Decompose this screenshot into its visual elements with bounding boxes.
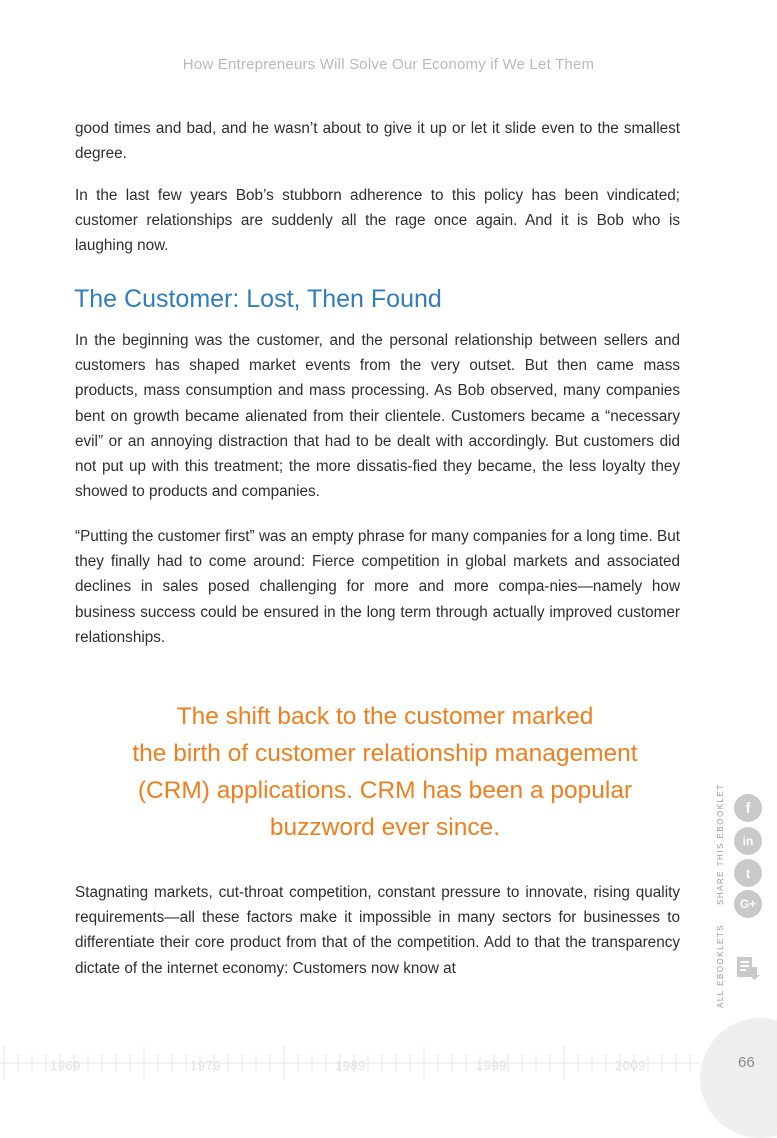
body-paragraph: good times and bad, and he wasn’t about to give it up or let it slide even to the smallest degree. xyxy=(75,120,680,163)
body-paragraph: “Putting the customer first” was an empty phrase for many companies for a long time. But they finally had to come around: Fierce competition in global markets and associated declines in sales posed challenging for more and more compa-nies—namely how business success could be ensured in the long term through actually improved customer relationships. xyxy=(75,528,680,646)
section-heading: The Customer: Lost, Then Found xyxy=(74,285,442,313)
pull-quote-line: the birth of customer relationship management xyxy=(132,740,638,767)
timeline-year: 1969 xyxy=(50,1058,81,1073)
page-number: 66 xyxy=(738,1054,755,1071)
pull-quote-line: buzzword ever since. xyxy=(269,814,501,841)
ebooklet-download-icon[interactable] xyxy=(736,955,760,981)
timeline-year: 1999 xyxy=(476,1058,507,1073)
googleplus-icon[interactable]: G+ xyxy=(734,890,762,918)
timeline-decoration xyxy=(0,1042,700,1082)
running-header: How Entrepreneurs Will Solve Our Economy if We Let Them xyxy=(182,56,595,73)
pull-quote-line: (CRM) applications. CRM has been a popular xyxy=(137,777,633,804)
timeline-year: 2009 xyxy=(615,1058,646,1073)
timeline-year: 1989 xyxy=(335,1058,366,1073)
linkedin-icon[interactable]: in xyxy=(734,827,762,855)
pull-quote xyxy=(60,698,710,846)
body-paragraph: In the beginning was the customer, and the personal relationship between sellers and customers has shaped market events from the very outset. But then came mass products, mass consumption and mass processing. As Bob observed, many companies bent on growth became alienated from their clientele. Customers became a “necessary evil” or an annoying distraction that had to be dealt with accordingly. But customers did not put up with this treatment; the more dissatis-fied they became, the less loyalty they showed to products and companies. xyxy=(75,332,680,501)
timeline-year: 1979 xyxy=(190,1058,221,1073)
body-paragraph: Stagnating markets, cut-throat competition, constant pressure to innovate, rising quality requirements—all these factors make it impossible in many sectors for businesses to differentiate their core product from that of the competition. Add to that the transparency dictate of the internet economy: Customers now know at xyxy=(75,884,680,977)
page-corner xyxy=(700,1018,777,1138)
pull-quote-line: The shift back to the customer marked xyxy=(176,703,594,730)
share-ebooklet-label: SHARE THIS EBOOKLET xyxy=(716,783,725,905)
body-paragraph: In the last few years Bob’s stubborn adherence to this policy has been vindicated; customer relationships are suddenly all the rage once again. And it is Bob who is laughing now. xyxy=(75,187,680,255)
facebook-icon[interactable]: f xyxy=(734,794,762,822)
twitter-icon[interactable]: t xyxy=(734,859,762,887)
all-ebooklets-label[interactable]: ALL EBOOKLETS xyxy=(716,923,725,1008)
